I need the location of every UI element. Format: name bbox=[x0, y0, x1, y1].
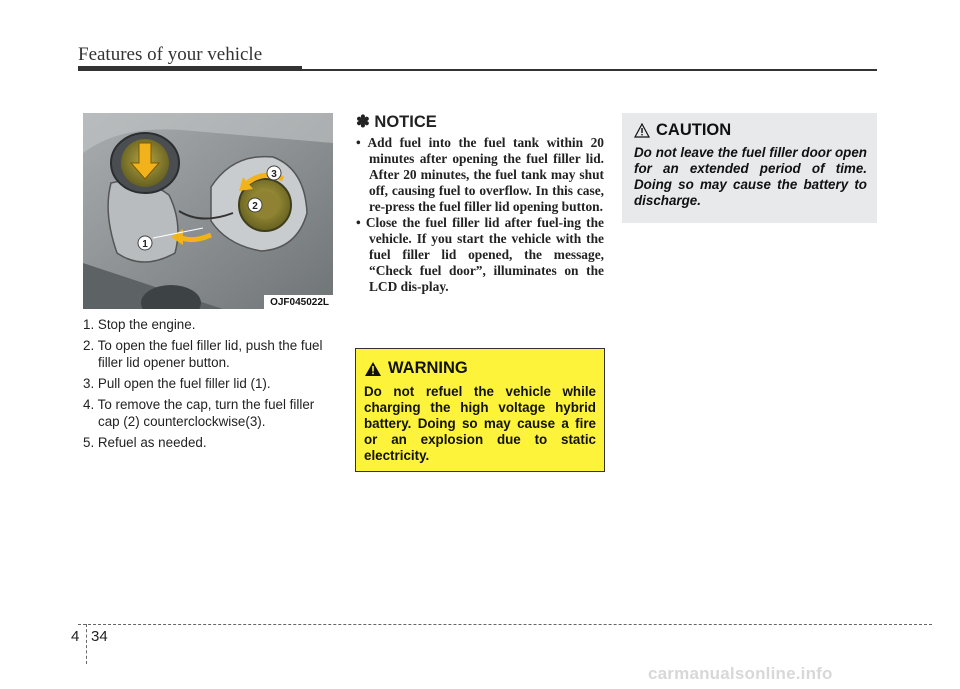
caution-heading bbox=[634, 121, 867, 140]
warning-text: Do not refuel the vehicle while charging the high voltage hybrid battery. Doing so may cause a fire or an explosion due to static electricity. bbox=[364, 384, 596, 463]
warning-box bbox=[355, 348, 605, 472]
notice-title: NOTICE bbox=[374, 113, 437, 131]
step-item: 5. Refuel as needed. bbox=[83, 435, 207, 450]
chapter-number: 4 bbox=[71, 628, 80, 645]
warning-title: WARNING bbox=[388, 359, 468, 377]
svg-text:1: 1 bbox=[142, 239, 148, 250]
caution-box bbox=[622, 113, 877, 223]
svg-text:2: 2 bbox=[252, 201, 258, 212]
footer-divider bbox=[86, 624, 87, 664]
step-item: 3. Pull open the fuel filler lid (1). bbox=[83, 376, 271, 391]
notice-item: • Close the fuel filler lid after fuel-ing the vehicle. If you start the vehicle with the fuel filler lid opened, the message, “Check fuel door”, illuminates on the LCD dis-play. bbox=[356, 215, 604, 294]
notice-symbol: ✽ bbox=[356, 113, 370, 131]
caution-title: CAUTION bbox=[656, 121, 732, 139]
warning-triangle-icon bbox=[364, 361, 382, 377]
notice-list bbox=[356, 135, 604, 295]
warning-heading bbox=[364, 359, 596, 378]
caution-triangle-icon bbox=[634, 123, 650, 138]
callout-2 bbox=[248, 198, 262, 212]
header-rule-thick bbox=[78, 66, 302, 71]
caution-text: Do not leave the fuel filler door open for an extended period of time. Doing so may cause the battery to discharge. bbox=[634, 145, 867, 208]
page-number: 34 bbox=[91, 628, 108, 645]
callout-3 bbox=[267, 166, 281, 180]
watermark: carmanualsonline.info bbox=[648, 664, 833, 683]
step-item: 2. To open the fuel filler lid, push the fuel filler lid opener button. bbox=[83, 338, 323, 370]
fuel-filler-illustration bbox=[83, 113, 333, 309]
step-item: 1. Stop the engine. bbox=[83, 317, 196, 332]
step-item: 4. To remove the cap, turn the fuel filler cap (2) counterclockwise(3). bbox=[83, 397, 315, 429]
header-rule-thin bbox=[302, 69, 877, 71]
fuel-filler-figure bbox=[83, 113, 333, 309]
notice-heading bbox=[356, 112, 604, 132]
footer-rule bbox=[78, 624, 932, 625]
notice-item: • Add fuel into the fuel tank within 20 minutes after opening the fuel filler lid. After 20 minutes, the fuel tank may shut off, causing fuel to overflow. In this case, re-press the fuel filler lid opening button. bbox=[356, 135, 604, 214]
notice-section bbox=[356, 112, 604, 295]
figure-code: OJF045022L bbox=[264, 295, 333, 309]
procedure-steps bbox=[83, 316, 335, 455]
svg-text:3: 3 bbox=[271, 169, 277, 180]
header-title: Features of your vehicle bbox=[78, 44, 263, 65]
